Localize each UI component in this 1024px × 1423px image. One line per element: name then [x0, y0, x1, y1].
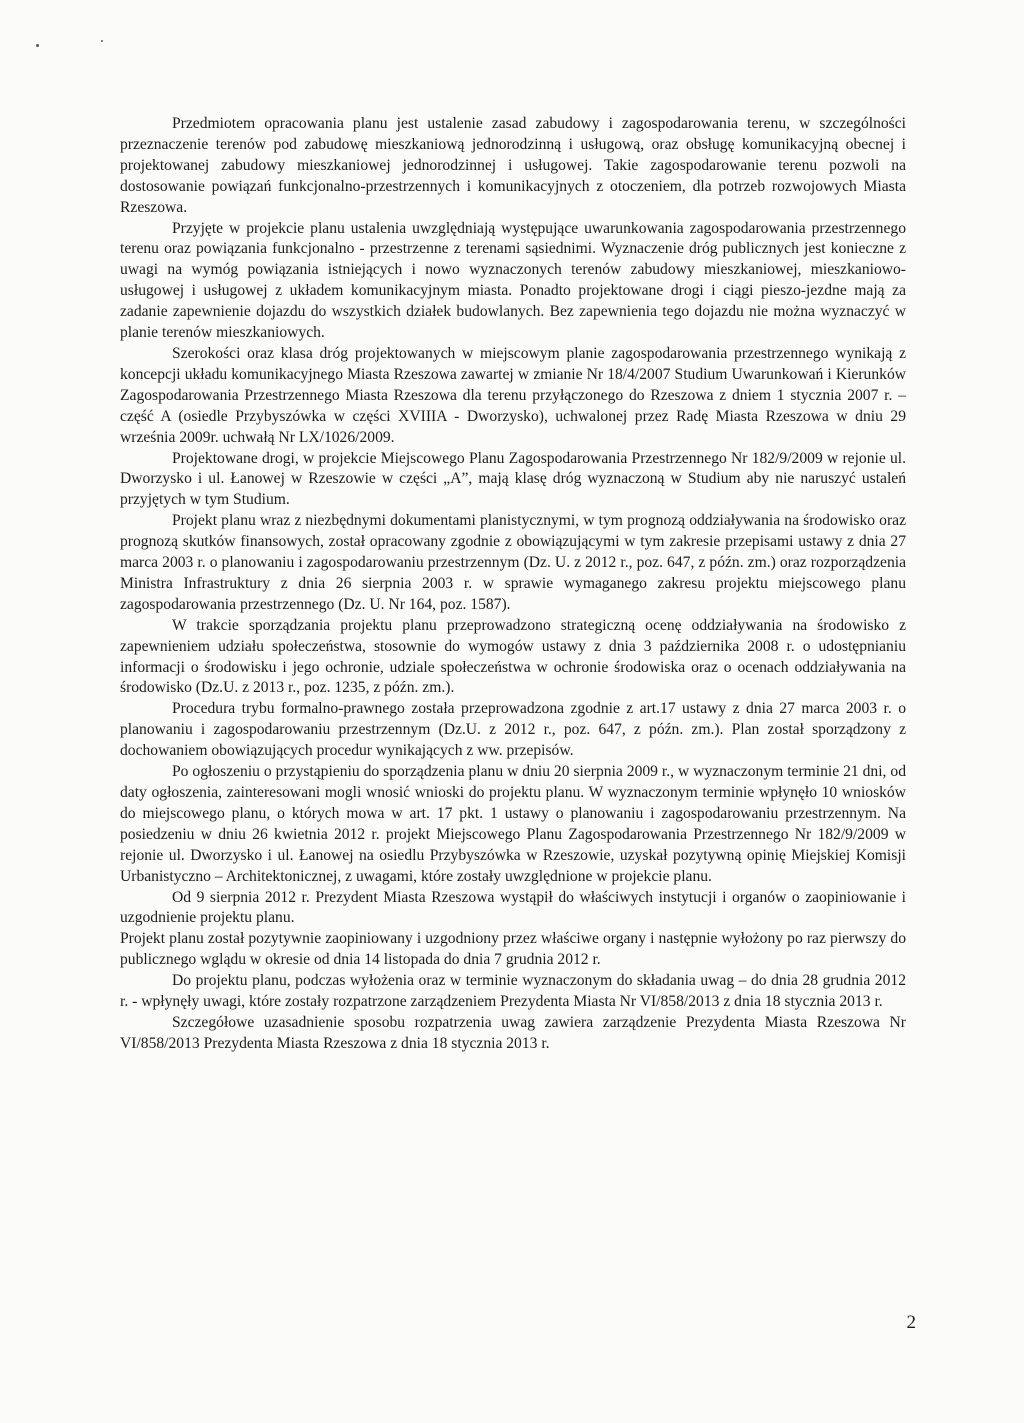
paragraph: Od 9 sierpnia 2012 r. Prezydent Miasta Rzeszowa wystąpił do właściwych instytucji i organów o zaopiniowanie i uzgodnienie projektu planu. — [120, 888, 906, 927]
scan-speck — [101, 40, 103, 42]
paragraph: Szczegółowe uzasadnienie sposobu rozpatrzenia uwag zawiera zarządzenie Prezydenta Miasta Rzeszowa Nr VI/858/2013 Prezydenta Miasta Rzeszowa z dnia 18 stycznia 2013 r. — [120, 1013, 906, 1052]
page-number: 2 — [906, 1312, 916, 1333]
paragraph: Do projektu planu, podczas wyłożenia oraz w terminie wyznaczonym do składania uwag – do dnia 28 grudnia 2012 r. - wpłynęły uwagi, które zostały rozpatrzone zarządzeniem Prezydenta Miasta Nr VI/858/2013 z dnia 18 stycznia 2013 r. — [120, 972, 906, 1011]
paragraph: Projektowane drogi, w projekcie Miejscowego Planu Zagospodarowania Przestrzennego Nr 182/9/2009 w rejonie ul. Dworzysko i ul. Łanowej w Rzeszowie w części „A”, mają klasę dróg wyznaczoną w Studium aby nie naruszyć ustaleń przyjętych w tym Studium. — [120, 449, 906, 509]
paragraph: Projekt planu został pozytywnie zaopiniowany i uzgodniony przez właściwe organy i następnie wyłożony po raz pierwszy do publicznego wglądu w okresie od dnia 14 listopada do dnia 7 grudnia 2012 r. — [120, 930, 906, 969]
paragraph: Procedura trybu formalno-prawnego została przeprowadzona zgodnie z art.17 ustawy z dnia 27 marca 2003 r. o planowaniu i zagospodarowaniu przestrzennym (Dz.U. z 2012 r., poz. 647, z późn. zm.). Plan został sporządzony z dochowaniem obowiązujących procedur wynikających z ww. przepisów. — [120, 700, 906, 760]
paragraph: Przyjęte w projekcie planu ustalenia uwzględniają występujące uwarunkowania zagospodarowania przestrzennego terenu oraz powiązania funkcjonalno - przestrzenne z terenami sąsiednimi. Wyznaczenie dróg publicznych jest konieczne z uwagi na wymóg powiązania istniejących i nowo wyznaczonych terenów zabudowy mieszkaniowej, mieszkaniowo-usługowej i usługowej z układem komunikacyjnym miasta. Ponadto projektowane drogi i ciągi pieszo-jezdne mają za zadanie zapewnienie dojazdu do wszystkich działek budowlanych. Bez zapewnienia tego dojazdu nie można wyznaczyć w planie terenów mieszkaniowych. — [120, 219, 906, 342]
scan-speck — [36, 44, 39, 47]
document-body — [120, 114, 906, 1055]
paragraph: Projekt planu wraz z niezbędnymi dokumentami planistycznymi, w tym prognozą oddziaływania na środowisko oraz prognozą skutków finansowych, został opracowany zgodnie z obowiązującymi w tym zakresie przepisami ustawy z dnia 27 marca 2003 r. o planowaniu i zagospodarowaniu przestrzennym (Dz. U. z 2012 r., poz. 647, z późn. zm.) oraz rozporządzenia Ministra Infrastruktury z dnia 26 sierpnia 2003 r. w sprawie wymaganego zakresu projektu miejscowego planu zagospodarowania przestrzennego (Dz. U. Nr 164, poz. 1587). — [120, 512, 906, 613]
paragraph: Szerokości oraz klasa dróg projektowanych w miejscowym planie zagospodarowania przestrzennego wynikają z koncepcji układu komunikacyjnego Miasta Rzeszowa zawartej w zmianie Nr 18/4/2007 Studium Uwarunkowań i Kierunków Zagospodarowania Przestrzennego Miasta Rzeszowa dla terenu przyłączonego do Rzeszowa z dniem 1 stycznia 2007 r. – część A (osiedle Przybyszówka w części XVIIIA - Dworzysko), uchwalonej przez Radę Miasta Rzeszowa w dniu 29 września 2009r. uchwałą Nr LX/1026/2009. — [120, 344, 906, 446]
paragraph: Po ogłoszeniu o przystąpieniu do sporządzenia planu w dniu 20 sierpnia 2009 r., w wyznaczonym terminie 21 dni, od daty ogłoszenia, zainteresowani mogli wnosić wnioski do projektu planu. W wyznaczonym terminie wpłynęło 10 wniosków do miejscowego planu, o których mowa w art. 17 pkt. 1 ustawy o planowaniu i zagospodarowaniu przestrzennym. Na posiedzeniu w dniu 26 kwietnia 2012 r. projekt Miejscowego Planu Zagospodarowania Przestrzennego Nr 182/9/2009 w rejonie ul. Dworzysko i ul. Łanowej na osiedlu Przybyszówka w Rzeszowie, uzyskał pozytywną opinię Miejskiej Komisji Urbanistyczno – Architektonicznej, z uwagami, które zostały uwzględnione w projekcie planu. — [120, 763, 906, 885]
paragraph: Przedmiotem opracowania planu jest ustalenie zasad zabudowy i zagospodarowania terenu, w szczególności przeznaczenie terenów pod zabudowę mieszkaniową jednorodzinną i usługową, oraz obsługę komunikacyjną obecnej i projektowanej zabudowy mieszkaniowej jednorodzinnej i usługowej. Takie zagospodarowanie terenu pozwoli na dostosowanie powiązań funkcjonalno-przestrzennych i komunikacyjnych z otoczeniem, dla potrzeb rozwojowych Miasta Rzeszowa. — [120, 115, 906, 216]
paragraph: W trakcie sporządzania projektu planu przeprowadzono strategiczną ocenę oddziaływania na środowisko z zapewnieniem udziału społeczeństwa, stosownie do wymogów ustawy z dnia 3 października 2008 r. o udostępnianiu informacji o środowisku i jego ochronie, udziale społeczeństwa w ochronie środowiska oraz o ocenach oddziaływania na środowisko (Dz.U. z 2013 r., poz. 1235, z późn. zm.). — [120, 616, 906, 697]
